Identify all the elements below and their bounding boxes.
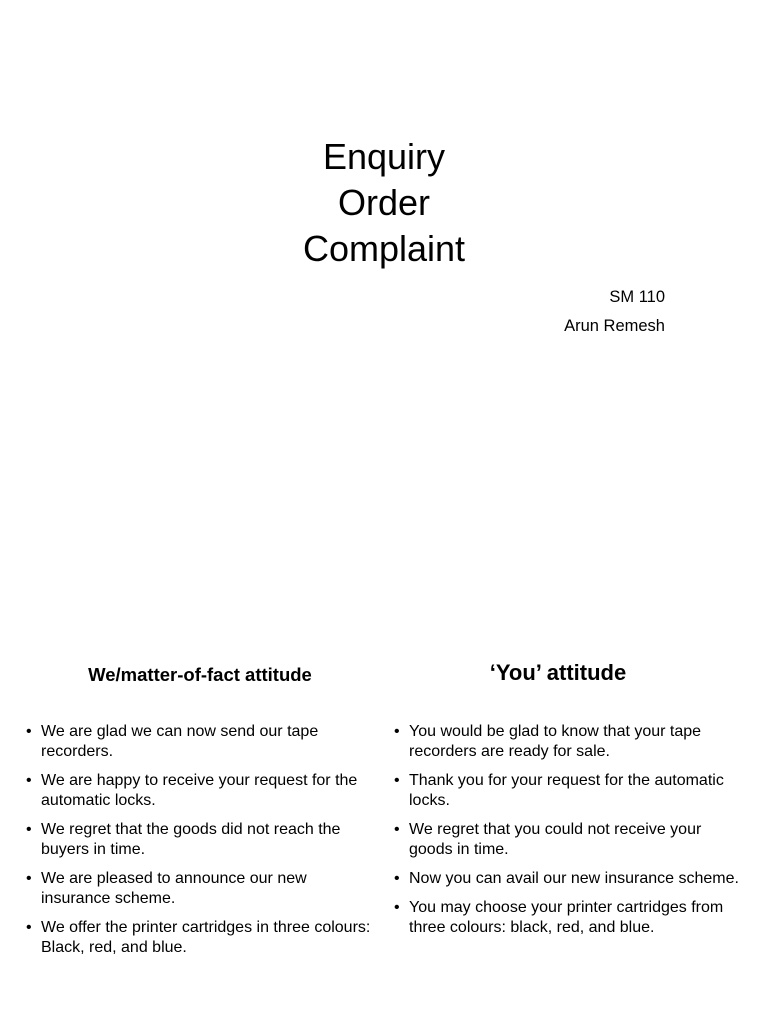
title-line-complaint: Complaint: [302, 228, 466, 269]
list-item: [24, 722, 376, 762]
list-item-text: We offer the printer cartridges in three colours: Black, red, and blue.: [41, 919, 371, 956]
list-item: [392, 722, 744, 762]
list-item: [24, 820, 376, 860]
list-item: [24, 918, 376, 958]
you-attitude-heading: ‘You’ attitude: [489, 660, 627, 685]
bullet-icon: •: [394, 821, 400, 838]
course-code: SM 110: [609, 288, 665, 306]
comparison-slide: [0, 576, 768, 1024]
list-item: [24, 869, 376, 909]
list-item-text: You would be glad to know that your tape recorders are ready for sale.: [409, 723, 702, 760]
bullet-icon: •: [26, 821, 32, 838]
slide-subtitle: [564, 283, 665, 341]
bullet-icon: •: [26, 723, 32, 740]
list-item: [392, 820, 744, 860]
we-attitude-list: [24, 722, 376, 967]
bullet-icon: •: [26, 919, 32, 936]
list-item-text: We are glad we can now send our tape recorders.: [41, 723, 319, 760]
list-item-text: You may choose your printer cartridges from three colours: black, red, and blue.: [409, 899, 724, 936]
bullet-icon: •: [394, 772, 400, 789]
list-item-text: Now you can avail our new insurance scheme.: [409, 870, 739, 887]
bullet-icon: •: [394, 870, 400, 887]
bullet-icon: •: [26, 870, 32, 887]
list-item-text: We regret that the goods did not reach the buyers in time.: [41, 821, 341, 858]
title-line-enquiry: Enquiry: [322, 136, 446, 177]
author-name: Arun Remesh: [564, 317, 665, 335]
bullet-icon: •: [394, 899, 400, 916]
slide-title: [0, 134, 768, 272]
bullet-icon: •: [26, 772, 32, 789]
bullet-icon: •: [394, 723, 400, 740]
list-item-text: We regret that you could not receive your goods in time.: [409, 821, 702, 858]
title-line-order: Order: [337, 182, 431, 223]
list-item: [392, 771, 744, 811]
list-item: [392, 898, 744, 938]
list-item-text: We are pleased to announce our new insurance scheme.: [41, 870, 307, 907]
list-item-text: Thank you for your request for the automatic locks.: [409, 772, 724, 809]
we-attitude-heading: We/matter-of-fact attitude: [88, 664, 312, 685]
list-item: [24, 771, 376, 811]
list-item: [392, 869, 744, 889]
you-attitude-list: [392, 722, 744, 947]
list-item-text: We are happy to receive your request for the automatic locks.: [41, 772, 358, 809]
